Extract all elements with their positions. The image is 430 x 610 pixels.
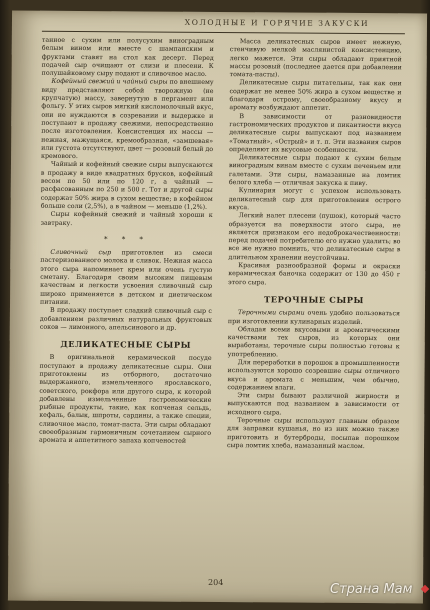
- paragraph: В оригинальной керамической посуде поступают в продажу деликатесные сыры. Они приготовлены из отборного, достаточно выдержанного, измельченного ярославского, советского, рокфора или другого сыра, к которой добавлены измельченные гастрономические рыбные продукты, такие, как копченая сельдь, кефаль, балык, шпроты, сардины, а также специи, сливочное масло, томат-паста. Эти сыры обладают своеобразным гармоничным сочетанием сырного аромата и аппетитного запаха копченостей: [39, 354, 212, 446]
- page-number: 204: [208, 577, 224, 588]
- paragraph: Деликатесные сыры подают к сухим белым виноградным винам вместе с сухим печеньем или галетами. Эти сыры, намазанные на ломтик белого хлеба — отличная закуска к пиву.: [228, 154, 402, 188]
- paragraph: Чайный и кофейный свежие сыры выпускаются в продажу в виде квадратных брусков, кофейный весом по 50 или по 120 г, а чайный — расфасованным по 250 и 500 г. Тот и другой сыры содержат 50% жира в сухом веществе; в кофейном больше соли (2,5%), а в чайном — меньше (1,2%).: [40, 161, 214, 211]
- paragraph: танное с сухим или полусухим виноградным белым вином или вместе с шампанским и фруктами ставят на стол как десерт. Перед подачей сыр очищают от слизи и плесени. К полушайковому сыру подают и сливочное масло.: [41, 36, 214, 79]
- paragraph: Масса деликатесных сыров имеет нежную, стенчивую мелкой маслянистой консистенцию, легко мажется. Эти сыры обладают приятной массы розовый (последнее дается при добавлении томата-пасты).: [229, 38, 402, 79]
- paragraph: [41, 78, 214, 162]
- italic-term: Кофейный свежий и чайный сыры: [51, 78, 168, 87]
- paragraph: Кулинария могут с успехом использовать деликатесный сыр для приготовления острого вкуса.: [228, 187, 401, 212]
- header-rule: [42, 31, 405, 35]
- left-column: [39, 37, 214, 447]
- italic-term: Сливочный сыр: [50, 248, 112, 257]
- running-header: ХОЛОДНЫЕ И ГОРЯЧИЕ ЗАКУСКИ: [184, 17, 370, 29]
- paragraph: Красивая разнообразной формы и окраски керамическая баночка содержит от 130 до 450 г этого сыра.: [228, 262, 401, 286]
- paragraph: Обладая всеми вкусовыми и ароматическими качествами тех сыров, из которых они выработаны, терочные сыры полностью готовы к употреблению.: [227, 325, 400, 359]
- paragraph: Сыры кофейный свежий и чайный хороши к завтраку.: [40, 211, 213, 227]
- paragraph: В зависимости от разновидности гастрономических продуктов и пикантности вкуса деликатесные сыры выпускают под названием «Томатный», «Острый» и т. п. Эти названия сыров определяют их вкусовые особенности.: [229, 112, 402, 154]
- paragraph: Эти сыры бывают различной жирности и выпускаются под названием в зависимости от исходного сыра.: [227, 392, 400, 417]
- section-heading: ТЕРОЧНЫЕ СЫРЫ: [264, 294, 365, 305]
- paragraph-text: по внешнему виду представляют собой творожную (не крупчатую) массу, завернутую в пергамент или фольгу. У этих сыров мягкий кисломолочный вкус, они не нуждаются в созревании и выдержке и поступают в продажу свежими, непосредственно после изготовления. Консистенция их массы — нежная, мажущаяся, кремообразная, «замшевая» или густота отсутствуют, цвет — розовый белый до кремового.: [41, 79, 214, 161]
- paragraph: Терочные сыры используют главным образом для заправки кушанья, но из них можно также приготовить и бутерброды, посыпав порошком сыра ломтик хлеба, намазанный маслом.: [227, 417, 400, 450]
- paragraph: Деликатесные сыры питательны, так как они содержат не менее 50% жира в сухом веществе и благодаря острому, своеобразному вкусу и аромату возбуждают аппетит.: [229, 79, 402, 113]
- paragraph: Легкий налет плесени (пушок), который часто образуется на поверхности этого сыра, не является признаком его недоброкачественности: перед подачей потребителю его нужно удалить; во все же нужно помнить, что деликатесные сыры в длительном хранении неустойчивы.: [228, 212, 401, 262]
- section-divider: * * *: [103, 235, 149, 244]
- paragraph-text: очень удобно пользоваться при изготовлении кулинарных изделий.: [227, 309, 400, 326]
- site-watermark: Страна Мам: [330, 582, 413, 597]
- italic-term: Терочными сырами: [237, 309, 305, 317]
- section-heading: ДЕЛИКАТЕСНЫЕ СЫРЫ: [60, 338, 192, 350]
- paragraph: [228, 309, 400, 327]
- book-page: [8, 11, 427, 604]
- right-column: [227, 38, 402, 451]
- paragraph: Для переработки в порошок в промышленности используются хорошо созревшие сыры отличного вкуса и аромата с меньшим, чем обычно, содержанием влаги.: [227, 359, 400, 392]
- paragraph: В продажу поступает сладкий сливочный сыр с добавлением различных натуральных фруктовых соков — лимонного, апельсинового и др.: [39, 307, 212, 332]
- paragraph-text: приготовлен из смеси пастеризованного молока и сливок. Нежная масса этого сыра напоминает крем или очень густую сметану. Благодаря своим высоким пищевым качествам и легкости усвоения сливочный сыр широко применяется в детском и диетическом питании.: [40, 249, 213, 306]
- paragraph: [40, 249, 212, 308]
